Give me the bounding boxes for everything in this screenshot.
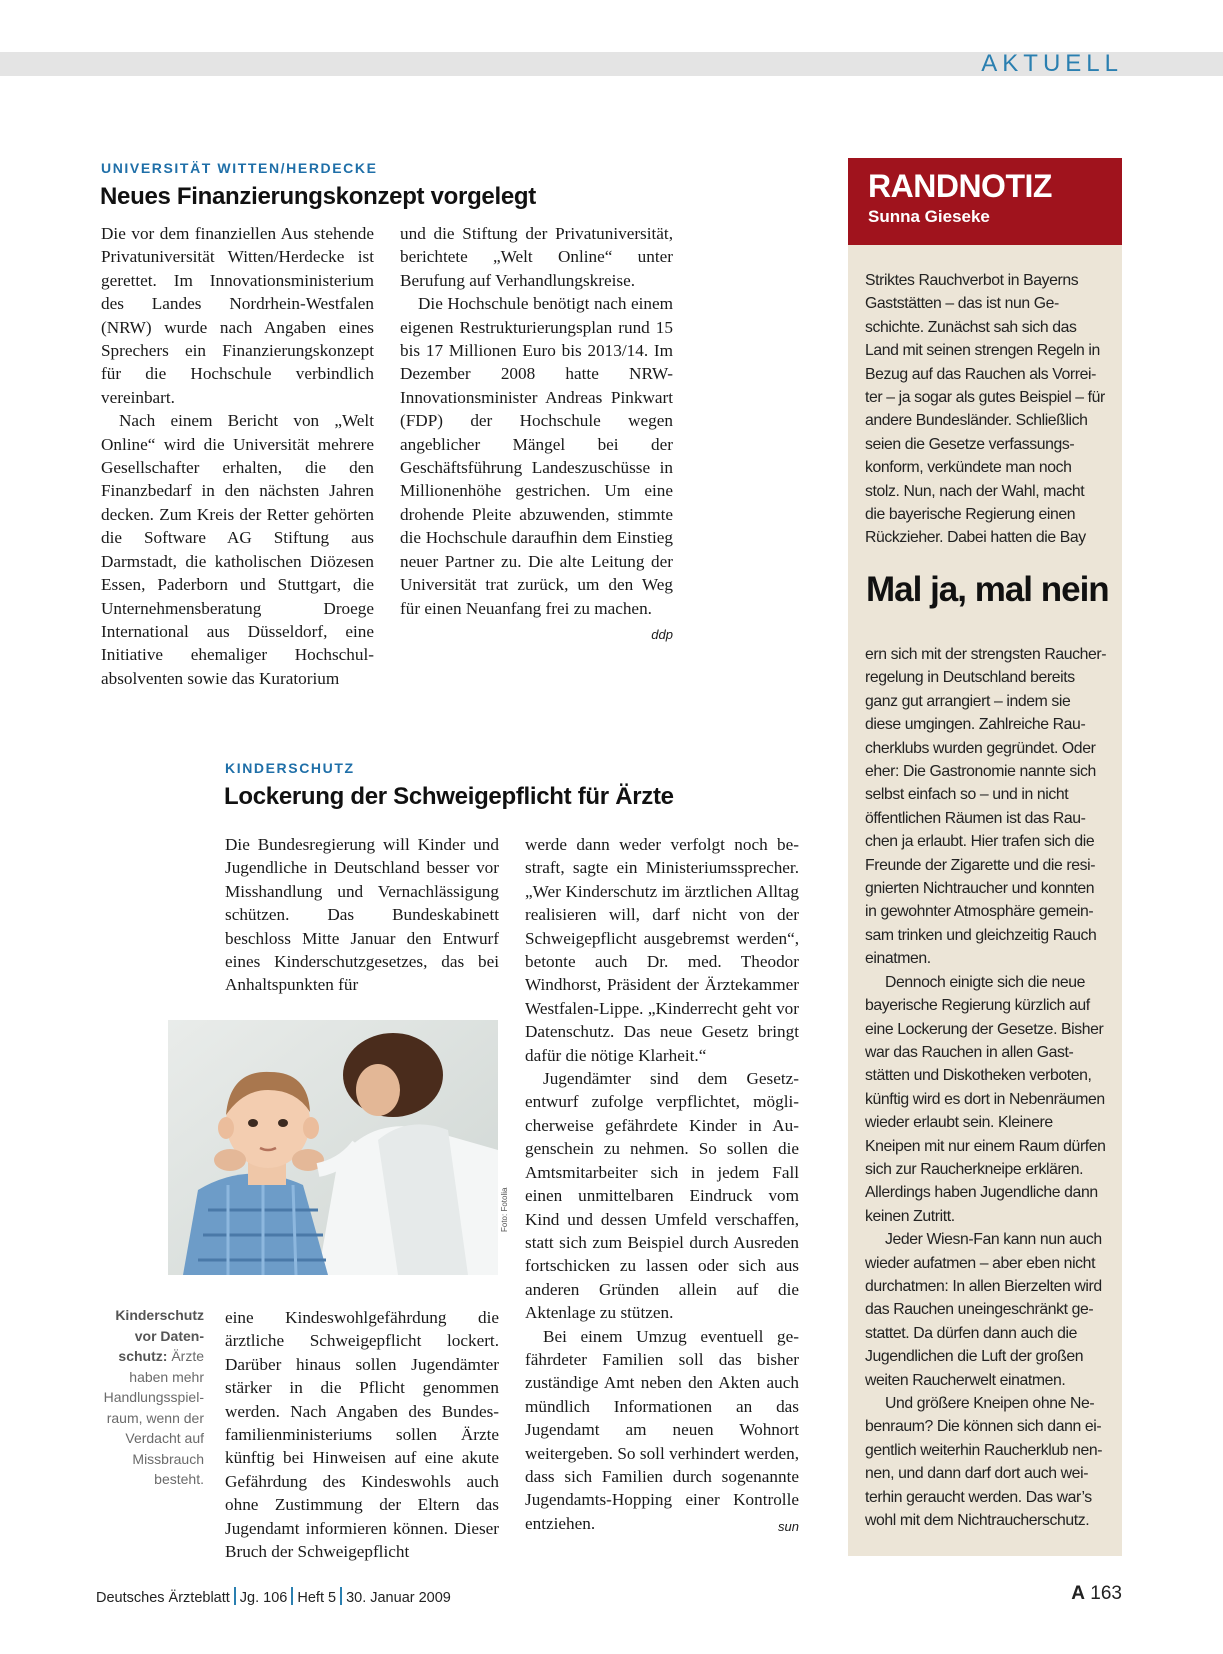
journal-name: Deutsches Ärzteblatt bbox=[96, 1590, 230, 1606]
article2-column-2 bbox=[525, 833, 799, 1538]
photo-credit: Foto: Fotolia bbox=[500, 1187, 509, 1232]
article2-paragraph-text: Bei einem Umzug eventuell gefährdeter Familien soll das bisher zuständige Amt neben den Akten auch mündlich Informationen an das Jugendamt am neuen Wohnort weitergeben. So soll verhindert werden, dass sich Familien durch sogenannte Jugendamts-Hopping einer Kontrolle entziehen. bbox=[525, 1326, 799, 1533]
page-prefix: A bbox=[1071, 1583, 1086, 1604]
sidebar-paragraph: Striktes Rauchverbot in Bayerns Gaststätten – das ist nun Geschichte. Zunächst sah sich das Land mit seinen strengen Regeln in Bezug auf das Rauchen als Vorreiter – ja sogar als gutes Beispiel – für andere Bundesländer. Schließlich seien die Gesetze verfassungskonform, verkündete man noch stolz. Nun, nach der Wahl, macht die bayerische Regierung einen Rückzieher. Dabei hatten die Bay bbox=[865, 272, 1105, 547]
article2-signature: sun bbox=[778, 1518, 799, 1534]
article2-paragraph: Jugendämter sind dem Gesetzentwurf zufolge verpflichtet, möglicherweise gefährdete Kinder in Augenschein zu nehmen. So sollen die Amtsmitarbeiter sich in jedem Fall einen unmittelbaren Eindruck vom Kind und dessen Umfeld verschaffen, statt sich zum Beispiel durch Ausreden fortschicken zu lassen oder sich aus anderen Gründen allein auf die Aktenlage zu stützen. bbox=[525, 1069, 799, 1323]
article2-column-1-top bbox=[225, 833, 499, 997]
sidebar-text-bottom bbox=[865, 643, 1107, 1532]
sidebar-paragraph: Und größere Kneipen ohne Nebenraum? Die können sich dann eigentlich weiterhin Raucherklub nennen, und dann darf dort auch weiterhin geraucht werden. Das war’s wohl mit dem Nichtraucherschutz. bbox=[865, 1395, 1103, 1530]
sidebar-text-top bbox=[865, 269, 1107, 550]
volume: Jg. 106 bbox=[239, 1590, 288, 1606]
article2-headline: Lockerung der Schweigepflicht für Ärzte bbox=[224, 783, 674, 810]
section-label: AKTUELL bbox=[981, 50, 1123, 77]
sidebar-author: Sunna Gieseke bbox=[868, 207, 990, 226]
caption-lead: Kinderschutz vor Datenschutz: bbox=[115, 1307, 204, 1364]
article2-paragraph: werde dann weder verfolgt noch bestraft, sagte ein Ministeriumssprecher. „Wer Kinderschutz im ärztlichen Alltag realisieren will, darf nicht von der Schweigepflicht ausgebremst werden“, betonte auch Dr. med. Theodor Windhorst, Präsident der Ärztekammer Westfalen-Lippe. „Kinderrecht geht vor Datenschutz. Das neue Gesetz bringt dafür die nötige Klarheit.“ bbox=[525, 835, 799, 1065]
sidebar-title: RANDNOTIZ bbox=[868, 168, 1052, 204]
article1-paragraph: und die Stiftung der Privatuniversität, berichtete „Welt Online“ unter Berufung auf Verhandlungskreise. bbox=[400, 224, 673, 290]
caption-text: Ärzte haben mehr Handlungsspielraum, wenn der Verdacht auf Missbrauch besteht. bbox=[103, 1348, 204, 1487]
article2-column-1-bottom bbox=[225, 1306, 499, 1563]
article1-signature: ddp bbox=[651, 626, 673, 642]
article1-kicker: UNIVERSITÄT WITTEN/HERDECKE bbox=[101, 160, 378, 176]
page-number-value: 163 bbox=[1090, 1583, 1122, 1604]
child-doctor-photo bbox=[168, 1020, 498, 1275]
article1-column-1 bbox=[101, 222, 374, 690]
article1-column-2 bbox=[400, 222, 673, 646]
issue-date: 30. Januar 2009 bbox=[346, 1590, 451, 1606]
sidebar-paragraph: Dennoch einigte sich die neue bayerische Regierung kürzlich auf eine Lockerung der Gesetze. Bisher war das Rauchen in allen Gaststätten und Diskotheken verboten, künftig wird es dort in Nebenräumen wieder erlaubt sein. Kleinere Kneipen mit nur einem Raum dürfen sich zur Raucherkneipe erklären. Allerdings haben Jugendliche dann keinen Zutritt. bbox=[865, 973, 1106, 1225]
issue: Heft 5 bbox=[297, 1590, 337, 1606]
article1-paragraph: Die vor dem finanziellen Aus stehende Privatuniversität Witten/Herdecke ist gerettet. Im Innovationsministerium des Landes Nordrhein-Westfalen (NRW) wurde nach Angaben eines Sprechers ein Finanzierungskonzept für die Hochschule verbindlich vereinbart. bbox=[101, 224, 374, 407]
sidebar-paragraph: Jeder Wiesn-Fan kann nun auch wieder aufatmen – aber eben nicht durchatmen: In allen Bierzelten wird das Rauchen uneingeschränkt gestattet. Da dürfen dann auch die Jugendlichen die Luft der großen weiten Raucherwelt einatmen. bbox=[865, 1231, 1102, 1389]
article1-paragraph: Nach einem Bericht von „Welt Online“ wird die Universität mehrere Gesellschafter erhalten, die den Finanzbedarf in den nächsten Jahren decken. Zum Kreis der Retter gehörten die Software AG Stiftung aus Darmstadt, die katholischen Diözesen Essen, Paderborn und Stuttgart, die Unternehmensberatung Droege International aus Düsseldorf, eine Initiative ehemaliger Hochschulabsolventen sowie das Kuratorium bbox=[101, 411, 374, 688]
article2-paragraph bbox=[525, 1325, 799, 1536]
footer-separator bbox=[234, 1587, 236, 1605]
photo-caption bbox=[96, 1305, 204, 1490]
footer bbox=[96, 1587, 451, 1606]
article1-headline: Neues Finanzierungskonzept vorgelegt bbox=[100, 183, 536, 210]
page-number bbox=[1071, 1583, 1122, 1605]
article2-kicker: KINDERSCHUTZ bbox=[225, 760, 355, 776]
article1-paragraph-text: Die Hochschule benötigt nach einem eigenen Restrukturierungsplan rund 15 bis 17 Millionen Euro bis 2013/14. Im Dezember 2008 hatte NRW-Innovationsminister Andreas Pinkwart (FDP) der Hochschule wegen angeblicher Mängel bei der Geschäftsführung Landeszuschüsse in Millionenhöhe gestrichen. Um eine drohende Pleite abzuwenden, stimmte die Hochschule daraufhin dem Einstieg neuer Partner zu. Die alte Leitung der Universität trat zurück, um den Weg für einen Neuanfang frei zu machen. bbox=[400, 294, 673, 618]
footer-separator bbox=[291, 1587, 293, 1605]
article2-paragraph: Die Bundesregierung will Kinder und Jugendliche in Deutschland besser vor Misshandlung und Vernachlässigung schützen. Das Bundeskabinett beschloss Mitte Januar den Entwurf eines Kinderschutzgesetzes, das bei Anhaltspunkten für bbox=[225, 835, 499, 995]
sidebar-paragraph: ern sich mit der strengsten Raucherregelung in Deutschland bereits ganz gut arrangiert – indem sie diese umgingen. Zahlreiche Raucherklubs wurden gegründet. Oder eher: Die Gastronomie nannte sich selbst einfach so – und in nicht öffentlichen Räumen ist das Rauchen ja erlaubt. Hier trafen sich die Freunde der Zigarette und die resignierten Nichtraucher und konnten in gewohnter Atmosphäre gemeinsam trinken und gleichzeitig Rauch einatmen. bbox=[865, 646, 1107, 968]
footer-separator bbox=[340, 1587, 342, 1605]
article2-paragraph: eine Kindeswohlgefährdung die ärztliche Schweigepflicht lockert. Darüber hinaus sollen Jugendämter stärker in die Pflicht genommen werden. Nach Angaben des Bundesfamilienministeriums sollen Ärzte künftig bei Hinweisen auf eine akute Gefährdung des Kindeswohls auch ohne Zustimmung der Eltern das Jugendamt informieren können. Dieser Bruch der Schweigepflicht bbox=[225, 1308, 499, 1562]
article1-paragraph bbox=[400, 292, 673, 642]
photo-illustration bbox=[168, 1020, 498, 1275]
sidebar-headline: Mal ja, mal nein bbox=[866, 570, 1109, 609]
